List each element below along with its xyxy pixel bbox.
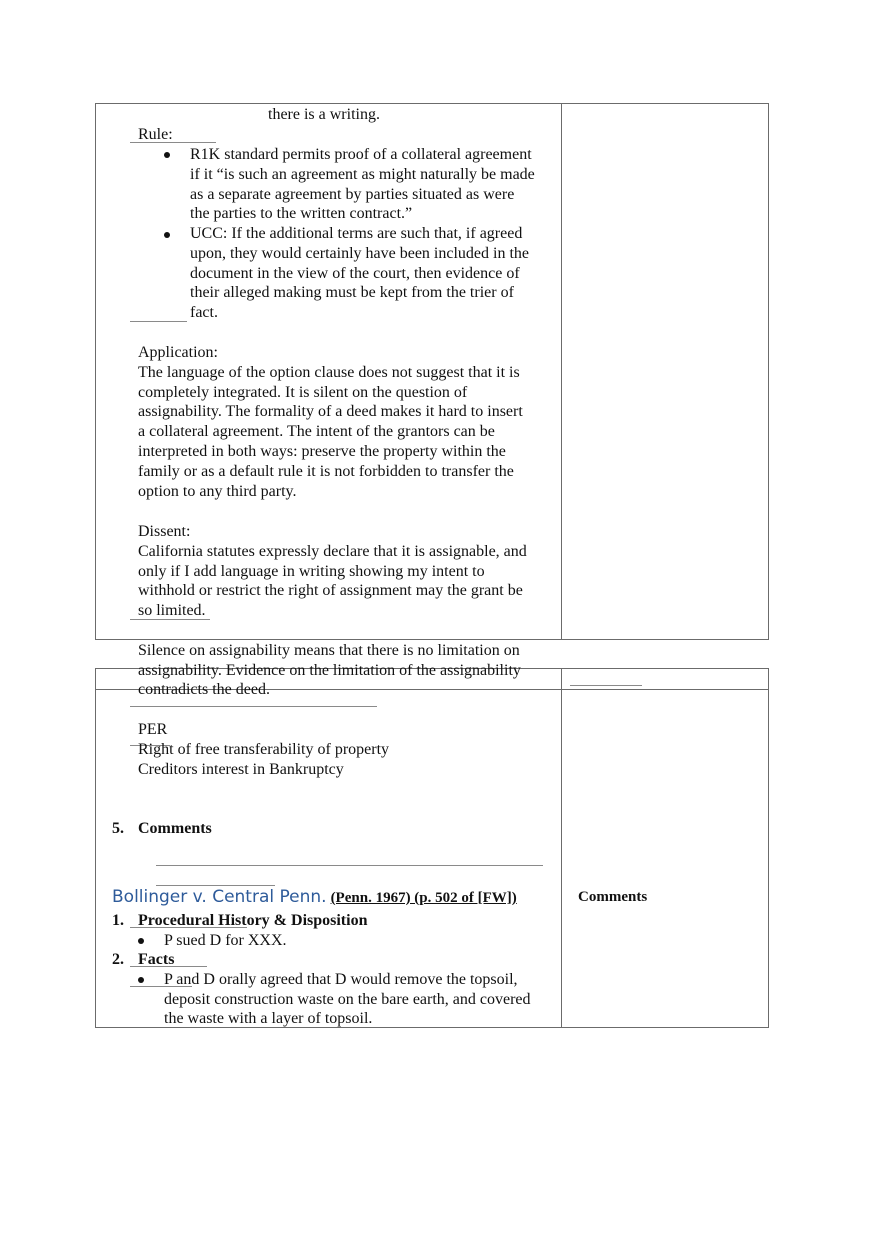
application-line-6: family or as a default rule it is not forbidden to transfer the xyxy=(138,463,514,480)
facts-bullet-underline xyxy=(130,986,192,987)
rule-bullet-1-line-3: as a separate agreement by parties situated as were xyxy=(190,186,515,203)
bullet-icon xyxy=(164,232,170,238)
rule-bullet-1-line-4: the parties to the written contract.” xyxy=(190,205,413,222)
comments-number: 5. xyxy=(112,820,124,837)
silence-underline xyxy=(130,706,377,707)
section-2-bullet-1-line-3: the waste with a layer of topsoil. xyxy=(164,1010,373,1027)
rule-bullet-2-line-2: upon, they would certainly have been included in the xyxy=(190,245,530,262)
rule-label: Rule: xyxy=(138,126,173,143)
section-2-bullet-1-line-1: P and D orally agreed that D would remove the topsoil, xyxy=(164,971,518,988)
per-line-1: Right of free transferability of property xyxy=(138,741,390,758)
rule-bullet-1-line-1: R1K standard permits proof of a collateral agreement xyxy=(190,146,532,163)
case-heading xyxy=(112,888,517,909)
application-line-7: option to any third party. xyxy=(138,483,297,500)
application-line-3: assignability. The formality of a deed makes it hard to insert xyxy=(138,403,523,420)
dissent-line-2: only if I add language in writing showing my intent to xyxy=(138,563,485,580)
case-title: Bollinger v. Central Penn. xyxy=(112,887,327,907)
dissent-line-1: California statutes expressly declare that it is assignable, and xyxy=(138,543,527,560)
intro-line: there is a writing. xyxy=(268,106,380,123)
middle-table-column-divider xyxy=(561,668,562,1028)
right-cell-short-rule xyxy=(570,685,642,686)
section-2-bullet-1-line-2: deposit construction waste on the bare earth, and covered xyxy=(164,991,531,1008)
section-2-number: 2. xyxy=(112,951,124,968)
application-line-5: interpreted in both ways: preserve the property within the xyxy=(138,443,506,460)
application-line-1: The language of the option clause does not suggest that it is xyxy=(138,364,520,381)
application-label: Application: xyxy=(138,344,218,361)
section-2-underline xyxy=(130,966,207,967)
rule-underline xyxy=(130,142,216,143)
case-citation: (Penn. 1967) (p. 502 of [FW]) xyxy=(330,890,517,906)
section-1-underline xyxy=(130,927,247,928)
separator-long xyxy=(156,865,543,866)
application-line-2: completely integrated. It is silent on the question of xyxy=(138,384,468,401)
rule-bullet-1-line-2: if it “is such an agreement as might naturally be made xyxy=(190,166,535,183)
per-label: PER xyxy=(138,721,168,738)
upper-table-column-divider xyxy=(561,103,562,640)
bullet-icon xyxy=(138,977,144,983)
rule-bullet-2-line-1: UCC: If the additional terms are such that, if agreed xyxy=(190,225,523,242)
rule-bullet-2-line-5: fact. xyxy=(190,304,218,321)
section-1-bullet-1: P sued D for XXX. xyxy=(164,932,287,949)
case-side-heading: Comments xyxy=(578,889,648,905)
section-1-number: 1. xyxy=(112,912,124,929)
silence-line-2: assignability. Evidence on the limitation of the assignability xyxy=(138,662,521,679)
bullet-icon xyxy=(164,152,170,158)
section-2-heading: Facts xyxy=(138,951,175,968)
silence-line-3: contradicts the deed. xyxy=(138,681,270,698)
dissent-underline xyxy=(130,619,210,620)
dissent-line-3: withhold or restrict the right of assignment may the grant be xyxy=(138,582,523,599)
rule-bullet-2-line-3: document in the view of the court, then evidence of xyxy=(190,265,520,282)
dissent-label: Dissent: xyxy=(138,523,191,540)
dissent-line-4: so limited. xyxy=(138,602,206,619)
rule-bullet-2-line-4: their alleged making must be kept from the trier of xyxy=(190,284,514,301)
bullet-icon xyxy=(138,938,144,944)
section-1-heading: Procedural History & Disposition xyxy=(138,912,368,929)
fact-underline xyxy=(130,321,187,322)
separator-short xyxy=(156,885,275,886)
silence-line-1: Silence on assignability means that there is no limitation on xyxy=(138,642,520,659)
application-line-4: a collateral agreement. The intent of the grantors can be xyxy=(138,423,495,440)
comments-heading: Comments xyxy=(138,820,212,837)
per-line-2: Creditors interest in Bankruptcy xyxy=(138,761,344,778)
